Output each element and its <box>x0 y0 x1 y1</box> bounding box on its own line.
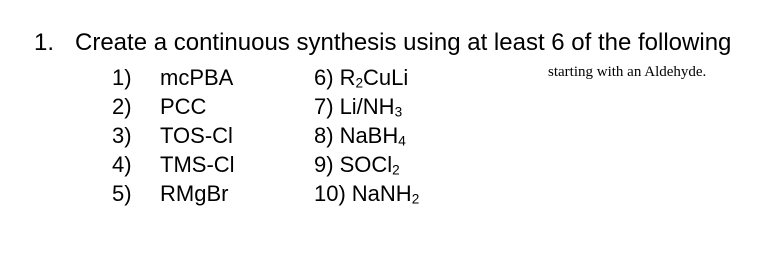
reagent-number: 10) <box>314 181 346 206</box>
reagent-label: mcPBA <box>160 65 234 90</box>
reagent-number: 7) <box>314 94 334 119</box>
reagent-item <box>314 150 419 179</box>
reagent-item <box>112 63 235 92</box>
reagent-number: 2) <box>112 94 132 119</box>
question-number: 1. <box>34 29 55 56</box>
reagent-number: 4) <box>112 152 132 177</box>
reagent-item <box>112 92 235 121</box>
reagent-number: 8) <box>314 123 334 148</box>
reagent-item <box>112 150 235 179</box>
reagent-item <box>112 179 235 208</box>
reagent-label: NaBH$_4$ <box>339 123 406 149</box>
reagent-number: 5) <box>112 181 132 206</box>
reagent-label: RMgBr <box>160 181 229 206</box>
reagent-label: PCC <box>160 94 207 119</box>
question-note: starting with an Aldehyde. <box>548 64 707 80</box>
reagent-label: TOS-Cl <box>160 123 233 148</box>
question-heading <box>34 27 731 59</box>
reagent-label: TMS-Cl <box>160 152 235 177</box>
reagent-item <box>112 121 235 150</box>
reagent-label: SOCl$_2$ <box>339 152 400 178</box>
reagent-list-right <box>314 63 419 208</box>
reagent-list-left <box>112 63 235 208</box>
reagent-item <box>314 92 419 121</box>
reagent-label: NaNH$_2$ <box>351 181 420 207</box>
reagent-item <box>314 179 419 208</box>
reagent-item <box>314 121 419 150</box>
reagent-label: $Li/NH_3$ <box>339 94 403 120</box>
reagent-number: 3) <box>112 123 132 148</box>
question-text: Create a continuous synthesis using at least 6 of the following <box>75 29 732 56</box>
reagent-item <box>314 63 419 92</box>
reagent-label: $R_2CuLi$ <box>339 65 409 91</box>
reagent-number: 9) <box>314 152 334 177</box>
reagent-number: 1) <box>112 65 132 90</box>
reagent-number: 6) <box>314 65 334 90</box>
